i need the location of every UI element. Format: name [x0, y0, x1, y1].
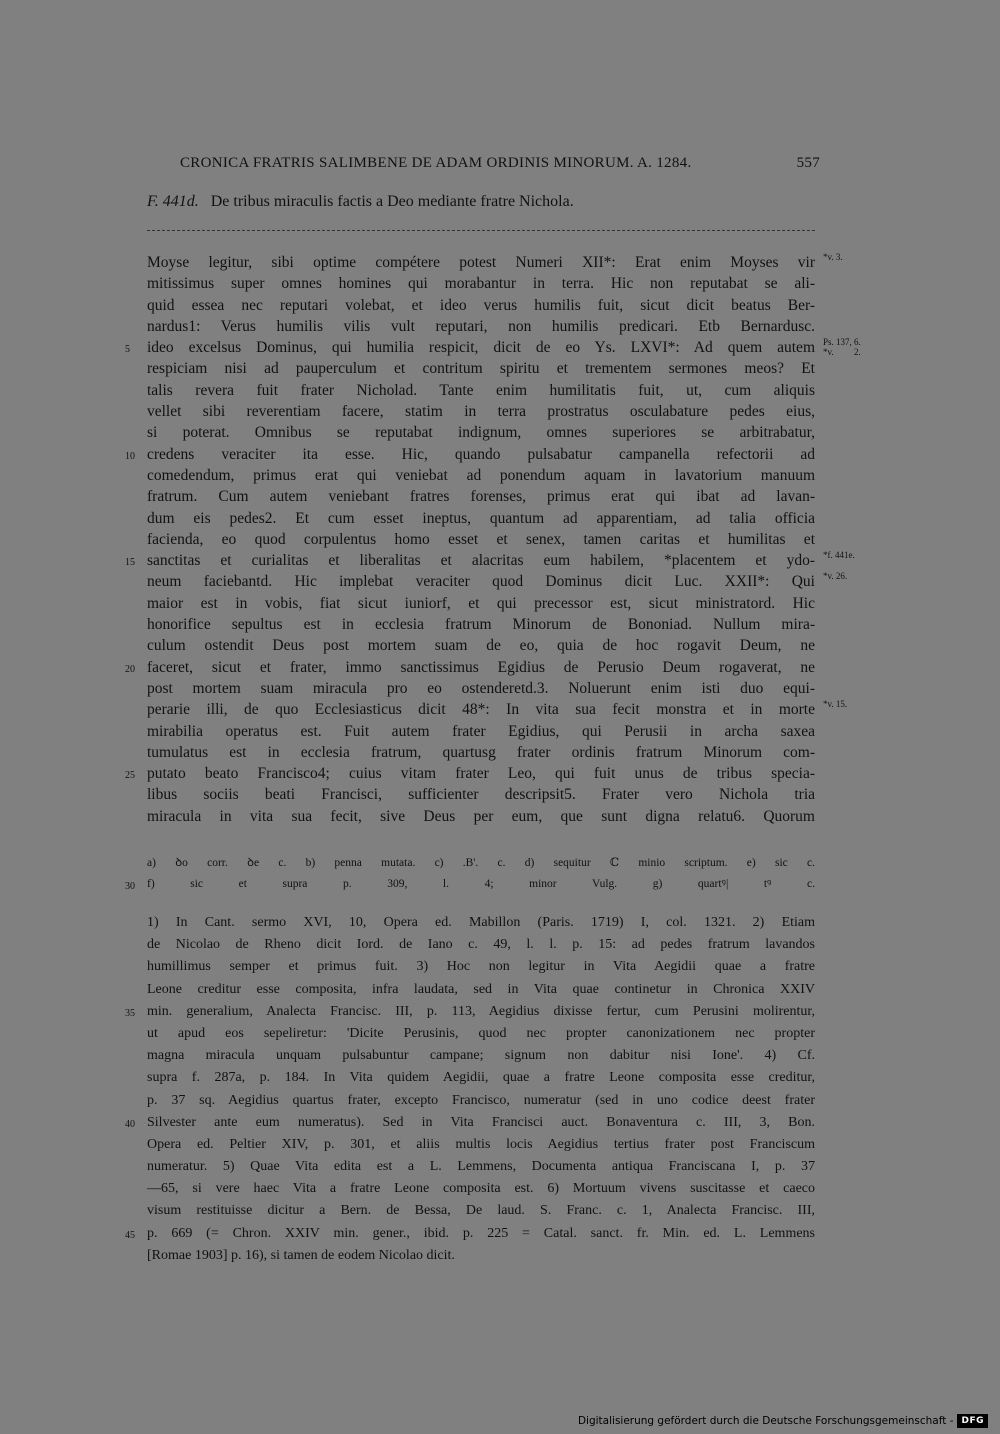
- footnote-line: [147, 1200, 815, 1222]
- section-title: De tribus miraculis factis a Deo mediante fratre Nichola.: [210, 193, 574, 210]
- footnote-line: [147, 1045, 815, 1067]
- footnote-text: visum restituisse dicitur a Bern. de Bessa, De laud. S. Franc. c. 1, Analecta Francisc. III,: [147, 1203, 815, 1219]
- text-line-content: maior est in vobis, fiat sicut iuniorf, et qui precessor est, sicut ministratord. Hic: [147, 594, 815, 612]
- footnote-line: [147, 956, 815, 978]
- line-number: 5: [125, 344, 130, 356]
- apparatus-text: a) ꝺo corr. ꝺe c. b) penna mutata. c) .B'. c. d) sequitur ℂ minio scriptum. e) sic c.: [147, 857, 815, 869]
- text-line: [147, 742, 815, 763]
- footnote-line: [147, 1178, 815, 1200]
- dfg-logo: DFG: [957, 1414, 988, 1428]
- margin-reference: [823, 571, 847, 581]
- text-line: [147, 678, 815, 699]
- text-line: [147, 380, 815, 401]
- apparatus-text: f) sic et supra p. 309, l. 4; minor Vulg. g) quartꝰ| tꝰ c.: [147, 878, 815, 890]
- digitization-credit: [578, 1414, 988, 1428]
- text-line: [147, 295, 815, 316]
- text-line-content: respiciam nisi ad pauperculum et contritum spiritu et trementem sermones meos? Et: [147, 360, 815, 378]
- text-line: [147, 699, 848, 720]
- text-line-content: post mortem suam miracula pro eo ostenderetd.3. Noluerunt enim isti duo equi-: [147, 679, 815, 697]
- text-line: [125, 550, 855, 571]
- text-line-content: credens veraciter ita esse. Hic, quando pulsabatur campanella refectorii ad: [147, 445, 815, 463]
- footnote-text: de Nicolao de Rheno dicit Iord. de Iano c. 49, l. l. p. 15: ad pedes fratrum lavandos: [147, 937, 815, 953]
- text-line: [147, 529, 815, 550]
- text-line-content: libus sociis beati Francisci, sufficienter descripsit5. Frater vero Nichola tria: [147, 786, 815, 804]
- text-line-content: miracula in vita sua fecit, sive Deus per eum, que sunt digna relatu6. Quorum: [147, 807, 815, 825]
- line-number: 15: [125, 557, 135, 569]
- margin-reference-item: *v. 15.: [823, 699, 848, 710]
- footnote-text: [Romae 1903] p. 16), si tamen de eodem Nicolao dicit.: [147, 1247, 455, 1263]
- footnote-line: [147, 1156, 815, 1178]
- margin-reference: [823, 337, 861, 357]
- footnote-text: —65, si vere haec Vita a fratre Leone composita est. 6) Mortuum vivens suscitasse et caeco: [147, 1181, 815, 1197]
- credit-text: Digitalisierung gefördert durch die Deutsche Forschungsgemeinschaft -: [577, 1415, 954, 1427]
- text-line: [125, 657, 815, 678]
- margin-reference-item: *f. 441e.: [823, 550, 855, 561]
- text-line-content: putato beato Francisco4; cuius vitam frater Leo, qui fuit unus de tribus specia-: [147, 765, 815, 783]
- text-line: [147, 422, 815, 443]
- text-line-content: Moyse legitur, sibi optime compétere potest Numeri XII*: Erat enim Moyses vir: [147, 254, 815, 271]
- text-line-content: honorifice sepultus est in ecclesia fratrum Minorum de Bononiad. Nullum mira-: [147, 616, 815, 634]
- text-line: [147, 358, 815, 379]
- text-line-content: nardus1: Verus humilis vilis vult reputari, non humilis predicari. Etb Bernardusc.: [147, 317, 815, 335]
- text-line: [147, 635, 815, 656]
- footnote-line: [125, 1001, 815, 1023]
- footnote-text: supra f. 287a, p. 184. In Vita quidem Aegidii, quae a fratre Leone composita esse creditur,: [147, 1070, 815, 1086]
- text-line-content: quid essea nec reputari volebat, et ideo verus humilis fuit, sicut dicit beatus Ber-: [147, 296, 815, 314]
- footnote-line: [147, 934, 815, 956]
- margin-reference: [823, 699, 847, 709]
- apparatus-line: [147, 853, 815, 874]
- text-line: [147, 401, 815, 422]
- text-line-content: mirabilia operatus est. Fuit autem frater Egidius, qui Perusii in archa saxea: [147, 722, 815, 740]
- text-line: [147, 806, 815, 827]
- line-number: 35: [125, 1007, 135, 1019]
- text-line: [147, 486, 815, 507]
- footnote-text: p. 669 (= Chron. XXIV min. gener., ibid. p. 225 = Catal. sanct. fr. Min. ed. L. Lemmens: [147, 1225, 815, 1241]
- divider-rule: [147, 230, 815, 231]
- footnote-text: ut apud eos sepeliretur: 'Dicite Perusinis, quod nec propter canonizationem nec propter: [147, 1025, 815, 1041]
- footnote-text: numeratur. 5) Quae Vita edita est a L. Lemmens, Documenta antiqua Franciscana I, p. 37: [147, 1159, 815, 1175]
- margin-reference-item: *v. 3.: [823, 252, 843, 262]
- margin-reference: [823, 550, 855, 560]
- text-line: [147, 273, 815, 294]
- text-line-content: vellet sibi reverentiam facere, statim in terra prostratus osculabature pedes eius,: [147, 403, 815, 421]
- text-line: [147, 721, 815, 742]
- footnote-line: [147, 1090, 815, 1112]
- text-line-content: fratrum. Cum autem veniebant fratres forenses, primus erat qui ibat ad lavan-: [147, 488, 815, 506]
- line-number: 20: [125, 663, 135, 675]
- running-header: [180, 155, 820, 172]
- footnote-line: [147, 1134, 815, 1156]
- critical-apparatus: [125, 853, 815, 895]
- footnote-line: [125, 1112, 815, 1134]
- page-number: 557: [796, 155, 820, 171]
- text-line: [147, 784, 815, 805]
- footnote-line: [147, 912, 815, 934]
- footnote-text: Opera ed. Peltier XIV, p. 301, et aliis multis locis Aegidius tertius frater post Franciscum: [147, 1136, 815, 1152]
- apparatus-line: [125, 874, 815, 895]
- footnotes: [125, 912, 815, 1267]
- line-number: 45: [125, 1229, 135, 1241]
- line-number: 25: [125, 770, 135, 782]
- footnote-line: [147, 1245, 815, 1267]
- text-line: [125, 763, 815, 784]
- footnote-line: [125, 1223, 815, 1245]
- text-line-content: mitissimus super omnes homines qui morabantur in terra. Hic non reputabat se ali-: [147, 275, 815, 293]
- main-text: [125, 252, 861, 827]
- margin-reference-item: *v. 2.: [823, 347, 861, 358]
- text-line-content: tumulatus est in ecclesia fratrum, quartusg frater ordinis fratrum Minorum com-: [147, 743, 815, 761]
- text-line-content: comedendum, primus erat qui veniebat ad ponendum aquam in lavatorium manuum: [147, 466, 815, 484]
- footnote-line: [147, 1067, 815, 1089]
- text-line: [147, 316, 815, 337]
- text-line-content: talis revera fuit frater Nicholad. Tante enim humilitatis fuit, ut, cum aliquis: [147, 381, 815, 399]
- text-line: [147, 252, 843, 273]
- footnote-text: 1) In Cant. sermo XVI, 10, Opera ed. Mabillon (Paris. 1719) I, col. 1321. 2) Etiam: [147, 915, 815, 930]
- line-number: 30: [125, 881, 135, 892]
- line-number: 10: [125, 450, 135, 462]
- margin-reference: [823, 252, 843, 262]
- text-line-content: si poterat. Omnibus se reputabat indignum, omnes superiores se arbitrabatur,: [147, 424, 815, 442]
- folio-reference: F. 441d.: [147, 193, 199, 210]
- text-line-content: facienda, eo quod corpulentus homo esset et senex, tamen caritas et humilitas et: [147, 530, 815, 548]
- section-heading: [147, 193, 574, 211]
- text-line-content: culum ostendit Deus post mortem suam de eo, quia de hoc rogavit Deum, ne: [147, 637, 815, 655]
- text-line-content: neum faciebantd. Hic implebat veraciter quod Dominus dicit Luc. XXII*: Qui: [147, 573, 815, 591]
- footnote-text: magna miracula unquam pulsabuntur campane; signum non dabitur nisi Ione'. 4) Cf.: [147, 1048, 815, 1064]
- text-line-content: sanctitas et curialitas et liberalitas et alacritas eum habilem, *placentem et ydo-: [147, 552, 815, 570]
- text-line: [147, 571, 848, 592]
- text-line-content: dum eis pedes2. Et cum esset ineptus, quantum ad apparentiam, ad talia officia: [147, 509, 815, 527]
- footnote-line: [147, 979, 815, 1001]
- text-line: [125, 337, 861, 358]
- margin-reference-item: Ps. 137, 6.: [823, 337, 861, 348]
- footnote-text: humillimus semper et primus fuit. 3) Hoc non legitur in Vita Aegidii quae a fratre: [147, 959, 815, 975]
- margin-reference-item: *v. 26.: [823, 571, 848, 582]
- line-number: 40: [125, 1118, 135, 1130]
- footnote-text: min. generalium, Analecta Francisc. III, p. 113, Aegidius dixisse fertur, cum Perusini molirentur,: [147, 1003, 815, 1019]
- footnote-text: p. 37 sq. Aegidius quartus frater, excepto Francisco, numeratur (sed in uno codice deest frater: [147, 1092, 815, 1108]
- running-title: CRONICA FRATRIS SALIMBENE DE ADAM ORDINIS MINORUM. A. 1284.: [180, 155, 692, 171]
- text-line-content: ideo excelsus Dominus, qui humilia respicit, dicit de eo Ys. LXVI*: Ad quem autem: [147, 339, 815, 357]
- text-line: [147, 508, 815, 529]
- text-line: [147, 614, 815, 635]
- footnote-text: Silvester ante eum numeratus). Sed in Vita Francisci auct. Bonaventura c. III, 3, Bon.: [147, 1114, 815, 1130]
- footnote-line: [147, 1023, 815, 1045]
- text-line-content: faceret, sicut et frater, immo sanctissimus Egidius de Perusio Deum rogaverat, ne: [147, 658, 815, 676]
- text-line: [125, 444, 815, 465]
- text-line: [147, 465, 815, 486]
- text-line-content: perarie illi, de quo Ecclesiasticus dicit 48*: In vita sua fecit monstra et in morte: [147, 701, 815, 719]
- footnote-text: Leone creditur esse composita, infra laudata, sed in Vita quae continetur in Chronica XXIV: [147, 981, 815, 997]
- text-line: [147, 593, 815, 614]
